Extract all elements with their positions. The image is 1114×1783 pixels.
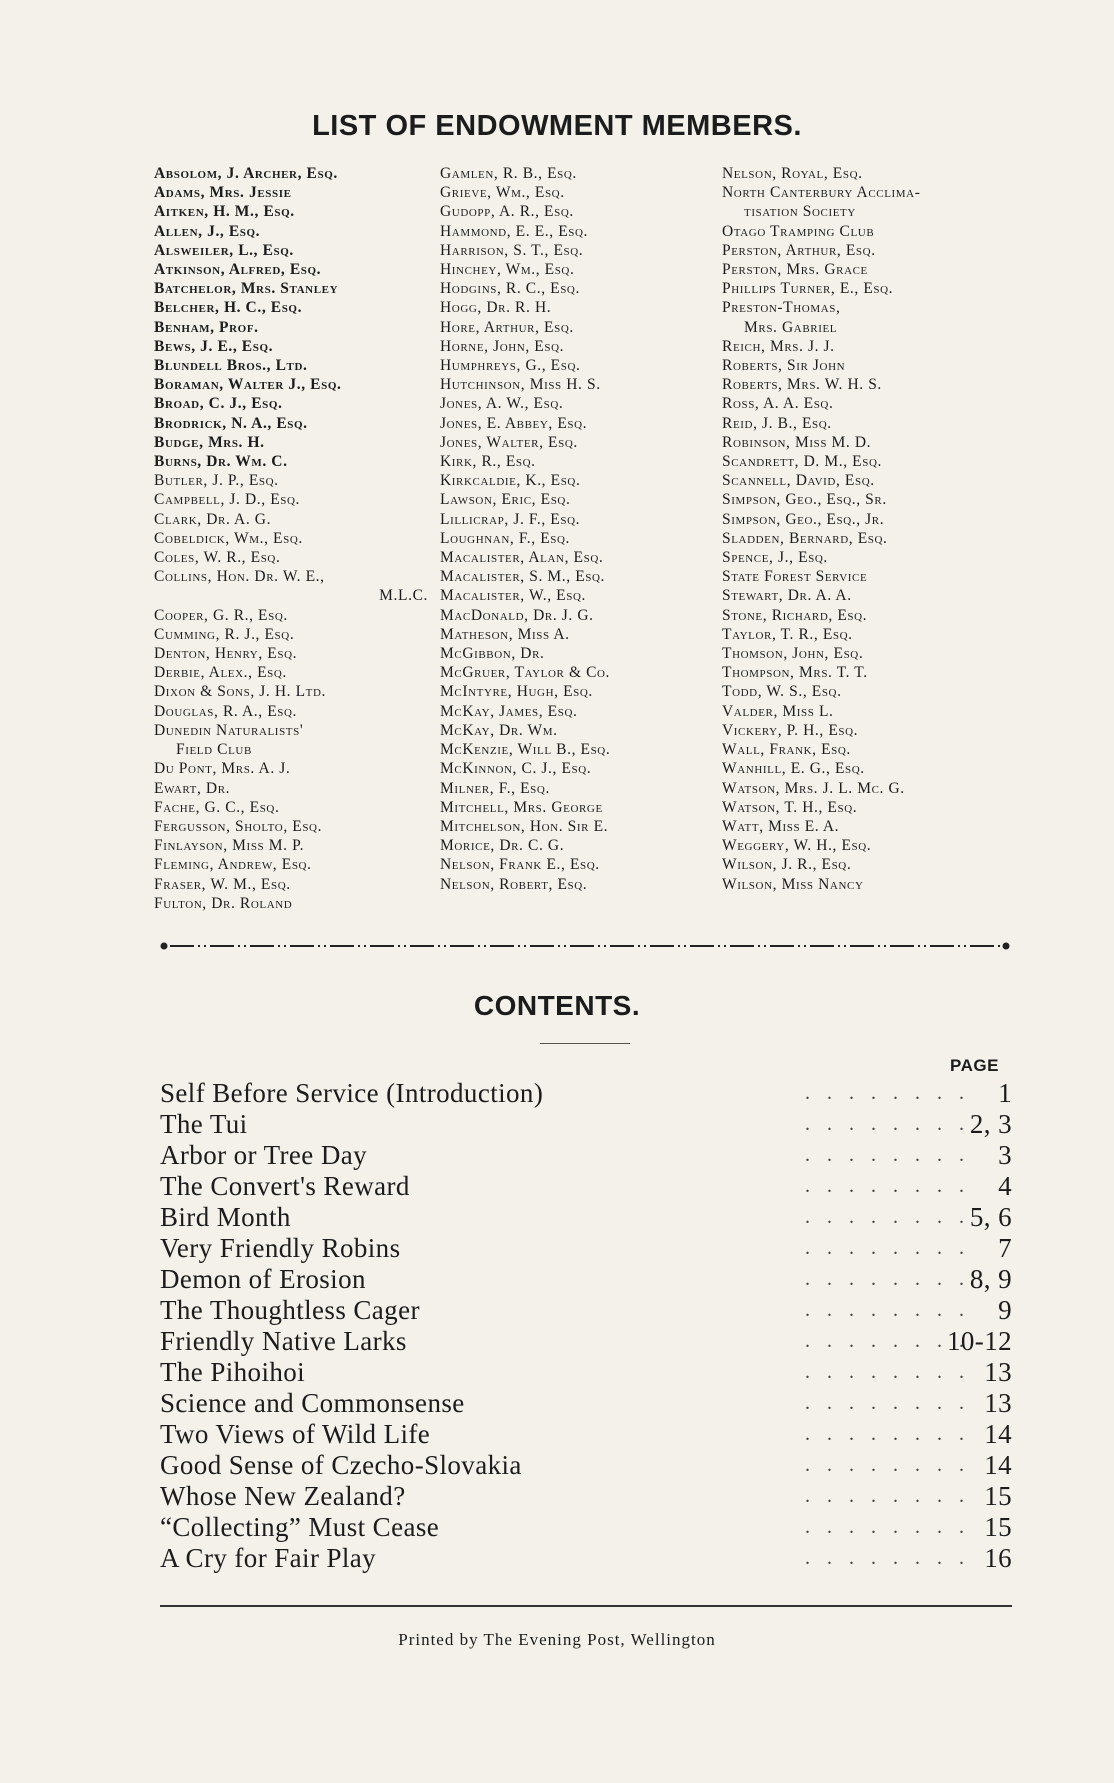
contents-row [160, 1109, 1012, 1140]
contents-row [160, 1512, 1012, 1543]
contents-title-text: Friendly Native Larks [160, 1326, 407, 1356]
member-entry: Sladden, Bernard, Esq. [722, 529, 888, 547]
member-entry: Derbie, Alex., Esq. [154, 664, 287, 682]
contents-page-number: 7 [998, 1233, 1012, 1263]
member-entry: Atkinson, Alfred, Esq. [154, 261, 322, 279]
member-entry: Stewart, Dr. A. A. [722, 587, 852, 605]
contents-page-number: 14 [984, 1450, 1012, 1480]
member-entry: McKay, Dr. Wm. [440, 721, 558, 739]
member-entry: Phillips Turner, E., Esq. [722, 280, 894, 298]
contents-row [160, 1481, 1012, 1512]
member-entry: Clark, Dr. A. G. [154, 510, 272, 528]
contents-page-number: 16 [984, 1543, 1012, 1573]
member-entry: MacDonald, Dr. J. G. [440, 606, 594, 624]
leader-dots: . . . . . . . . [805, 1516, 970, 1538]
member-entry: Hodgins, R. C., Esq. [440, 280, 580, 298]
leader-dots: . . . . . . . . [805, 1144, 970, 1166]
member-entry: Hogg, Dr. R. H. [440, 299, 552, 317]
member-entry: Kirkcaldie, K., Esq. [440, 472, 581, 490]
member-entry: Wanhill, E. G., Esq. [722, 760, 865, 778]
member-entry: Fleming, Andrew, Esq. [154, 856, 312, 874]
leader-dots: . . . . . . . . [805, 1454, 970, 1476]
member-entry: McGruer, Taylor & Co. [440, 664, 611, 682]
member-entry: Cobeldick, Wm., Esq. [154, 529, 303, 547]
leader-dots: . . . . . . . . [805, 1268, 970, 1290]
member-entry: Fergusson, Sholto, Esq. [154, 817, 323, 835]
leader-dots: . . . . . . . . [805, 1113, 970, 1135]
leader-dots: . . . . . . . . [805, 1330, 970, 1352]
member-entry: Finlayson, Miss M. P. [154, 837, 305, 855]
contents-title-text: The Thoughtless Cager [160, 1295, 420, 1325]
member-entry: Macalister, W., Esq. [440, 587, 586, 605]
member-entry: Dunedin Naturalists' [154, 721, 304, 739]
contents-row [160, 1357, 1012, 1388]
contents-title-text: “Collecting” Must Cease [160, 1512, 440, 1542]
member-entry: Otago Tramping Club [722, 222, 875, 240]
member-entry: Simpson, Geo., Esq., Jr. [722, 510, 885, 528]
contents-row [160, 1264, 1012, 1295]
leader-dots: . . . . . . . . [805, 1206, 970, 1228]
contents-title: CONTENTS. [473, 990, 641, 1021]
leader-dots: . . . . . . . . [805, 1175, 970, 1197]
member-entry: Butler, J. P., Esq. [154, 472, 279, 490]
member-entry: Lawson, Eric, Esq. [440, 491, 571, 509]
members-column-3 [722, 164, 1012, 894]
member-entry: Harrison, S. T., Esq. [440, 241, 584, 259]
contents-page-number: 1 [998, 1078, 1012, 1108]
member-entry: Jones, E. Abbey, Esq. [440, 414, 588, 432]
member-entry: Denton, Henry, Esq. [154, 645, 298, 663]
member-entry: Jones, Walter, Esq. [440, 433, 578, 451]
ornamental-divider [160, 942, 1010, 950]
member-entry: Ross, A. A. Esq. [722, 395, 834, 413]
member-entry: Nelson, Royal, Esq. [722, 165, 863, 182]
member-entry: Loughnan, F., Esq. [440, 529, 571, 547]
member-entry: Douglas, R. A., Esq. [154, 702, 298, 720]
contents-title-text: Good Sense of Czecho-Slovakia [160, 1450, 522, 1480]
member-entry: M.L.C. [379, 587, 428, 605]
printer-imprint: Printed by The Evening Post, Wellington [398, 1630, 716, 1649]
member-entry: Humphreys, G., Esq. [440, 357, 581, 375]
member-entry: Field Club [176, 741, 252, 759]
member-entry: Vickery, P. H., Esq. [722, 721, 859, 739]
member-entry: Roberts, Mrs. W. H. S. [722, 376, 882, 394]
member-entry: Reich, Mrs. J. J. [722, 337, 835, 355]
member-entry: Cumming, R. J., Esq. [154, 625, 295, 643]
contents-page-number: 13 [984, 1388, 1012, 1418]
member-entry: Fraser, W. M., Esq. [154, 875, 291, 893]
member-entry: Horne, John, Esq. [440, 337, 565, 355]
member-entry: Allen, J., Esq. [154, 222, 261, 240]
leader-dots: . . . . . . . . [805, 1082, 970, 1104]
member-entry: Kirk, R., Esq. [440, 453, 536, 471]
contents-page-number: 15 [984, 1512, 1012, 1542]
contents-title-text: Arbor or Tree Day [160, 1140, 368, 1170]
member-entry: Preston-Thomas, [722, 299, 841, 317]
member-entry: Stone, Richard, Esq. [722, 606, 868, 624]
member-entry: Du Pont, Mrs. A. J. [154, 760, 291, 778]
contents-list [160, 1078, 1012, 1574]
member-entry: Simpson, Geo., Esq., Sr. [722, 491, 887, 509]
member-entry: Budge, Mrs. H. [154, 433, 265, 451]
member-entry: McKay, James, Esq. [440, 702, 578, 720]
member-entry: Boraman, Walter J., Esq. [154, 376, 342, 394]
contents-row [160, 1078, 1012, 1109]
member-entry: Thompson, Mrs. T. T. [722, 664, 868, 682]
contents-row [160, 1450, 1012, 1481]
member-entry: Hutchinson, Miss H. S. [440, 376, 601, 394]
member-entry: Lillicrap, J. F., Esq. [440, 510, 581, 528]
member-entry: Blundell Bros., Ltd. [154, 357, 308, 375]
contents-row [160, 1295, 1012, 1326]
member-entry: Cooper, G. R., Esq. [154, 606, 288, 624]
contents-rule [540, 1043, 630, 1044]
contents-title-text: Whose New Zealand? [160, 1481, 406, 1511]
contents-page-number: 2, 3 [969, 1109, 1012, 1139]
members-column-2 [440, 164, 712, 894]
contents-title-text: Two Views of Wild Life [160, 1419, 431, 1449]
leader-dots: . . . . . . . . [805, 1392, 970, 1414]
member-entry: Reid, J. B., Esq. [722, 414, 832, 432]
contents-row [160, 1140, 1012, 1171]
contents-title-text: Very Friendly Robins [160, 1233, 401, 1263]
member-entry: Grieve, Wm., Esq. [440, 184, 565, 202]
member-entry: Hammond, E. E., Esq. [440, 222, 588, 240]
member-entry: McGibbon, Dr. [440, 645, 545, 663]
member-entry: Milner, F., Esq. [440, 779, 550, 797]
member-entry: Fache, G. C., Esq. [154, 798, 280, 816]
member-entry: tisation Society [744, 203, 856, 221]
contents-page-number: 8, 9 [969, 1264, 1012, 1294]
contents-row [160, 1326, 1012, 1357]
member-entry: Campbell, J. D., Esq. [154, 491, 301, 509]
leader-dots: . . . . . . . . [805, 1361, 970, 1383]
member-entry: Nelson, Robert, Esq. [440, 875, 588, 893]
contents-page-number: 4 [998, 1171, 1012, 1201]
member-entry: Macalister, Alan, Esq. [440, 549, 604, 567]
member-entry: Broad, C. J., Esq. [154, 395, 283, 413]
contents-page-number: 10-12 [947, 1326, 1012, 1356]
member-entry: McKenzie, Will B., Esq. [440, 741, 611, 759]
member-entry: Macalister, S. M., Esq. [440, 568, 606, 586]
contents-page-number: 9 [998, 1295, 1012, 1325]
member-entry: Wall, Frank, Esq. [722, 741, 851, 759]
member-entry: Ewart, Dr. [154, 779, 231, 797]
member-entry: Alsweiler, L., Esq. [154, 241, 294, 259]
member-entry: Collins, Hon. Dr. W. E., [154, 568, 325, 586]
member-entry: North Canterbury Acclima- [722, 184, 921, 202]
member-entry: McKinnon, C. J., Esq. [440, 760, 592, 778]
contents-title-text: Demon of Erosion [160, 1264, 366, 1294]
member-entry: Robinson, Miss M. D. [722, 433, 872, 451]
member-entry: Belcher, H. C., Esq. [154, 299, 303, 317]
member-entry: Nelson, Frank E., Esq. [440, 856, 600, 874]
member-entry: Gudopp, A. R., Esq. [440, 203, 574, 221]
contents-title-text: The Pihoihoi [160, 1357, 306, 1387]
leader-dots: . . . . . . . . [805, 1237, 970, 1259]
contents-row [160, 1202, 1012, 1233]
member-entry: Burns, Dr. Wm. C. [154, 453, 288, 471]
member-entry: Perston, Arthur, Esq. [722, 241, 876, 259]
member-entry: Benham, Prof. [154, 318, 259, 336]
members-title: LIST OF ENDOWMENT MEMBERS. [312, 110, 802, 142]
bottom-rule [160, 1605, 1012, 1607]
member-entry: Watson, Mrs. J. L. Mc. G. [722, 779, 905, 797]
contents-title-text: The Tui [160, 1109, 248, 1139]
member-entry: Wilson, Miss Nancy [722, 875, 864, 893]
contents-title-text: Bird Month [160, 1202, 291, 1232]
contents-page-number: 15 [984, 1481, 1012, 1511]
member-entry: Jones, A. W., Esq. [440, 395, 564, 413]
contents-row [160, 1543, 1012, 1574]
member-entry: Todd, W. S., Esq. [722, 683, 842, 701]
contents-page-number: 14 [984, 1419, 1012, 1449]
contents-page-number: 3 [998, 1140, 1012, 1170]
member-entry: Matheson, Miss A. [440, 625, 570, 643]
member-entry: Thomson, John, Esq. [722, 645, 864, 663]
member-entry: Gamlen, R. B., Esq. [440, 165, 577, 182]
member-entry: Scannell, David, Esq. [722, 472, 875, 490]
leader-dots: . . . . . . . . [805, 1485, 970, 1507]
page-column-heading: PAGE [950, 1056, 999, 1075]
member-entry: Adams, Mrs. Jessie [154, 184, 292, 202]
member-entry: Weggery, W. H., Esq. [722, 837, 872, 855]
contents-row [160, 1388, 1012, 1419]
members-column-1 [154, 164, 434, 913]
member-entry: Watson, T. H., Esq. [722, 798, 858, 816]
member-entry: Perston, Mrs. Grace [722, 261, 868, 279]
member-entry: Wilson, J. R., Esq. [722, 856, 852, 874]
leader-dots: . . . . . . . . [805, 1423, 970, 1445]
member-entry: Spence, J., Esq. [722, 549, 828, 567]
member-entry: Hinchey, Wm., Esq. [440, 261, 575, 279]
member-entry: State Forest Service [722, 568, 868, 586]
member-entry: Bews, J. E., Esq. [154, 337, 274, 355]
member-entry: Taylor, T. R., Esq. [722, 625, 853, 643]
member-entry: Watt, Miss E. A. [722, 817, 840, 835]
contents-title-text: The Convert's Reward [160, 1171, 410, 1201]
member-entry: Mitchelson, Hon. Sir E. [440, 817, 609, 835]
member-entry: Aitken, H. M., Esq. [154, 203, 295, 221]
contents-title-text: A Cry for Fair Play [160, 1543, 377, 1573]
member-entry: McIntyre, Hugh, Esq. [440, 683, 593, 701]
member-entry: Batchelor, Mrs. Stanley [154, 280, 339, 298]
member-entry: Brodrick, N. A., Esq. [154, 414, 308, 432]
contents-row [160, 1171, 1012, 1202]
member-entry: Scandrett, D. M., Esq. [722, 453, 882, 471]
member-entry: Roberts, Sir John [722, 357, 846, 375]
member-entry: Hore, Arthur, Esq. [440, 318, 574, 336]
contents-title-text: Self Before Service (Introduction) [160, 1078, 544, 1108]
contents-page-number: 5, 6 [969, 1202, 1012, 1232]
member-entry: Valder, Miss L. [722, 702, 834, 720]
contents-row [160, 1233, 1012, 1264]
member-entry: Coles, W. R., Esq. [154, 549, 281, 567]
member-entry: Fulton, Dr. Roland [154, 894, 293, 912]
member-entry: Mrs. Gabriel [744, 318, 838, 336]
contents-title-text: Science and Commonsense [160, 1388, 465, 1418]
contents-page-number: 13 [984, 1357, 1012, 1387]
member-entry: Absolom, J. Archer, Esq. [154, 165, 338, 182]
contents-row [160, 1419, 1012, 1450]
member-entry: Morice, Dr. C. G. [440, 837, 565, 855]
leader-dots: . . . . . . . . [805, 1547, 970, 1569]
member-entry: Dixon & Sons, J. H. Ltd. [154, 683, 327, 701]
member-entry: Mitchell, Mrs. George [440, 798, 603, 816]
leader-dots: . . . . . . . . [805, 1299, 970, 1321]
